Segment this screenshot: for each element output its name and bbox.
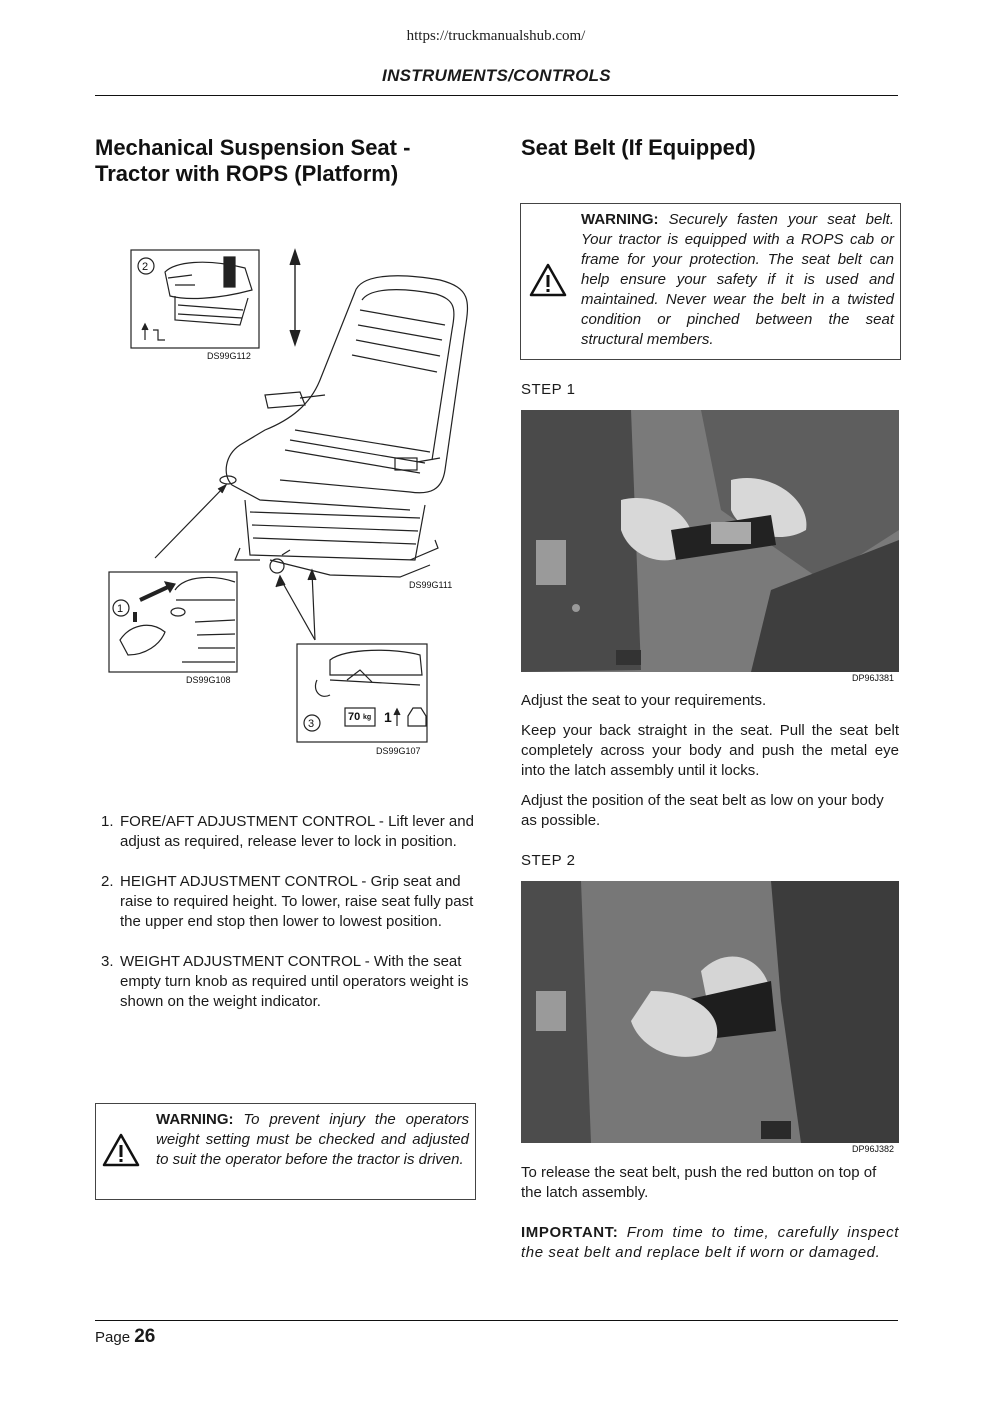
seat-heading-line2: Tractor with ROPS (Platform) bbox=[95, 161, 399, 186]
seat-belt-heading: Seat Belt (If Equipped) bbox=[521, 135, 756, 160]
para-adjust-seat: Adjust the seat to your requirements. bbox=[521, 692, 767, 709]
section-title: INSTRUMENTS/CONTROLS bbox=[382, 66, 611, 85]
callout-3: 3 bbox=[308, 718, 315, 730]
figure-code-ds99g108: DS99G108 bbox=[186, 675, 231, 685]
step-1-label: STEP 1 bbox=[521, 381, 576, 398]
para-belt-low: Adjust the position of the seat belt as low on your body as possible. bbox=[521, 792, 884, 829]
weight-warning-text: WARNING: To prevent injury the operators weight setting must be checked and adjusted to suit the operator before the tractor is driven. bbox=[156, 1111, 469, 1168]
para-pull-belt: Keep your back straight in the seat. Pull the seat belt completely across your body and push the metal eye into the latch assembly until it locks. bbox=[521, 722, 899, 779]
figure-code-ds99g112: DS99G112 bbox=[207, 351, 251, 361]
seatbelt-warning-box bbox=[520, 203, 901, 360]
warning-icon bbox=[529, 262, 567, 298]
weight-warning-box bbox=[95, 1103, 476, 1200]
seatbelt-warning-text: WARNING: Securely fasten your seat belt. Your tractor is equipped with a ROPS cab or frame for your protection. The seat belt can help ensure your safety if it is used and maintained. Never wear the belt in a twisted condition or pinched between the seat structural members. bbox=[581, 211, 894, 348]
figure-code-ds99g107: DS99G107 bbox=[376, 746, 421, 756]
step-1-photo bbox=[521, 410, 899, 672]
list-item: 2. HEIGHT ADJUSTMENT CONTROL - Grip seat and raise to required height. To lower, raise seat fully past the upper end stop then lower to lowest position. bbox=[101, 873, 474, 930]
page-footer bbox=[95, 1326, 155, 1348]
page-number: 26 bbox=[134, 1326, 156, 1347]
weight-value: 70 bbox=[348, 711, 361, 723]
buckle-release-photo bbox=[521, 881, 899, 1143]
seat-heading-line1: Mechanical Suspension Seat - bbox=[95, 135, 411, 160]
para-release-belt: To release the seat belt, push the red button on top of the latch assembly. bbox=[521, 1164, 877, 1201]
step-2-label: STEP 2 bbox=[521, 852, 576, 869]
list-item: 3. WEIGHT ADJUSTMENT CONTROL - With the seat empty turn knob as required until operators weight is shown on the weight indicator. bbox=[101, 953, 469, 1010]
callout-2: 2 bbox=[142, 261, 149, 273]
weight-unit: kg bbox=[363, 714, 372, 721]
photo-code-dp96j381: DP96J381 bbox=[852, 673, 895, 683]
footer-rule bbox=[95, 1320, 898, 1321]
figure-code-ds99g111: DS99G111 bbox=[409, 580, 453, 590]
photo-code-dp96j382: DP96J382 bbox=[852, 1144, 895, 1154]
weight-indicator: 1 bbox=[384, 709, 392, 725]
step-2-photo bbox=[521, 881, 899, 1143]
page-label: Page bbox=[95, 1329, 131, 1346]
source-url[interactable]: https://truckmanualshub.com/ bbox=[406, 28, 586, 44]
callout-1: 1 bbox=[117, 603, 124, 615]
warning-icon bbox=[102, 1132, 140, 1168]
inset-weight-frame bbox=[297, 644, 427, 742]
list-item: 1. FORE/AFT ADJUSTMENT CONTROL - Lift lever and adjust as required, release lever to lock in position. bbox=[101, 813, 474, 850]
buckle-fastening-photo bbox=[521, 410, 899, 672]
adjustment-list bbox=[95, 812, 475, 1032]
important-note: IMPORTANT: From time to time, carefully inspect the seat belt and replace belt if worn or damaged. bbox=[521, 1224, 899, 1261]
